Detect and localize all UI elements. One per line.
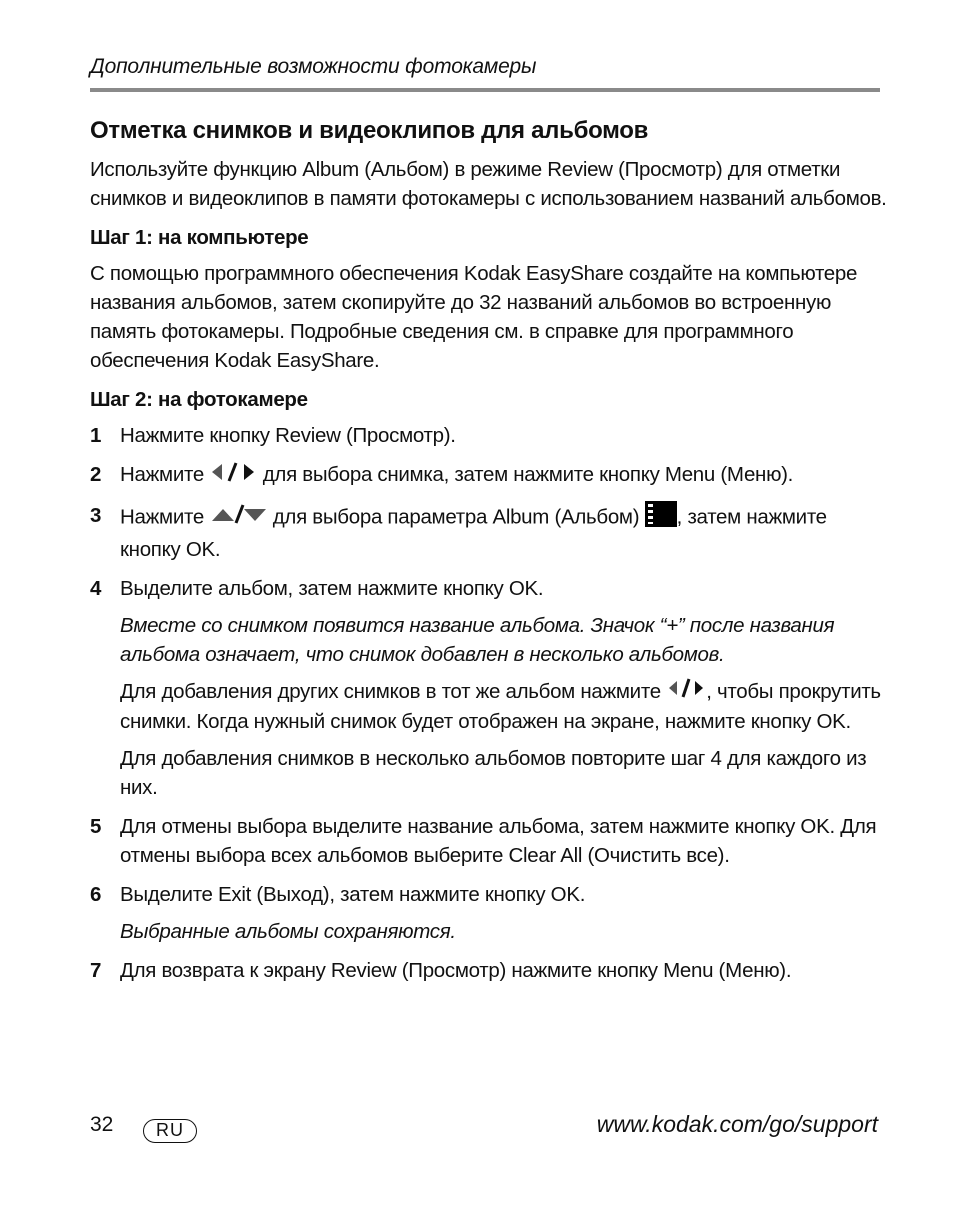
list-item-3 (90, 501, 890, 564)
page-number: 32 (90, 1113, 114, 1136)
header-rule (90, 88, 880, 92)
item-text: Выделите альбом, затем нажмите кнопку OK. (120, 576, 544, 600)
item-text: Нажмите для выбора параметра Album (Альбом) , затем нажмите кнопку OK. (120, 501, 890, 564)
item-note: Выбранные альбомы сохраняются. (120, 920, 456, 944)
step2-list (90, 421, 890, 985)
album-icon (645, 501, 677, 535)
list-item-6 (90, 880, 890, 946)
up-down-arrows-icon (209, 503, 267, 533)
step2-heading: Шаг 2: на фотокамере (90, 388, 308, 411)
item-extra-2: Для добавления снимков в несколько альбомов повторите шаг 4 для каждого из них. (120, 747, 867, 800)
section-intro: Используйте функцию Album (Альбом) в режиме Review (Просмотр) для отметки снимков и видеоклипов в памяти фотокамеры с использованием названий альбомов. (90, 158, 887, 210)
list-item-7 (90, 956, 890, 985)
left-right-arrows-icon (666, 677, 706, 707)
section-title: Отметка снимков и видеоклипов для альбомов (90, 117, 649, 144)
list-item-2 (90, 460, 890, 491)
item-number: 1 (90, 424, 102, 447)
item-number: 2 (90, 463, 102, 486)
header-title: Дополнительные возможности фотокамеры (90, 55, 537, 78)
item-number: 4 (90, 576, 102, 600)
list-item-5 (90, 812, 890, 870)
item-extra: Для добавления других снимков в тот же альбом нажмите , чтобы прокрутить снимки. Когда нужный снимок будет отображен на экране, нажмите кнопку OK. (120, 677, 890, 737)
item-text: Для возврата к экрану Review (Просмотр) нажмите кнопку Menu (Меню). (120, 959, 792, 983)
item-number: 5 (90, 815, 102, 839)
step1-text: С помощью программного обеспечения Kodak EasyShare создайте на компьютере названия альбомов, затем скопируйте до 32 названий альбомов во встроенную память фотокамеры. Подробные сведения см. в справке для программного обеспечения Kodak EasyShare. (90, 262, 858, 372)
item-text: Нажмите кнопку Review (Просмотр). (120, 424, 456, 447)
item-number: 6 (90, 883, 102, 907)
item-note: Вместе со снимком появится название альбома. Значок “+” после названия альбома означает, что снимок добавлен в несколько альбомов. (120, 613, 835, 666)
support-url[interactable]: www.kodak.com/go/support (596, 1111, 878, 1137)
item-number: 3 (90, 503, 102, 527)
main-content (90, 117, 890, 995)
item-number: 7 (90, 959, 102, 983)
list-item-1 (90, 421, 890, 450)
item-text: Выделите Exit (Выход), затем нажмите кнопку OK. (120, 883, 586, 907)
step1-heading: Шаг 1: на компьютере (90, 226, 309, 249)
list-item-4 (90, 574, 890, 803)
language-badge: RU (143, 1119, 197, 1143)
left-right-arrows-icon (209, 461, 257, 491)
item-text: Нажмите для выбора снимка, затем нажмите кнопку Menu (Меню). (120, 460, 890, 491)
item-text: Для отмены выбора выделите название альбома, затем нажмите кнопку OK. Для отмены выбора всех альбомов выберите Clear All (Очистить все). (120, 815, 877, 868)
